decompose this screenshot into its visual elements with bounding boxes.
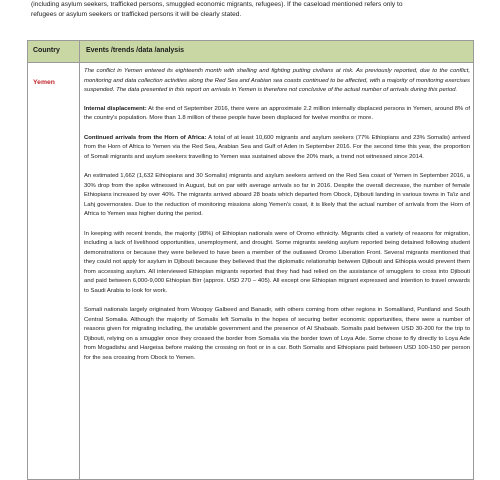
arrivals-paragraph	[84, 134, 470, 163]
header-country: Country	[33, 47, 60, 54]
intro-text	[31, 0, 471, 19]
events-cell	[84, 67, 470, 373]
events-table	[27, 40, 474, 480]
paragraph-text: At the end of September 2016, there were an approximate 2.2 million internally displaced persons in Yemen, around 8% of the country's population. More than 1.8 million of these people have been displaced for twelve months or more.	[84, 105, 470, 121]
paragraph-heading: Internal displacement:	[84, 105, 147, 112]
internal-displacement-paragraph	[84, 105, 470, 124]
somali-migrants-paragraph: Somali nationals largely originated from Wooqoy Galbeed and Banadir, with others coming from other regions in Somaliland, Puntland and South Central Somalia. Although the majority of Somalis left Somalia in the hopes of securing better economic opportunities, there were a number of reasons given for migrating including, the unstable government and the presence of Al Shabaab. Somalis paid between USD 30-200 for the trip to Djibouti, relying on a smuggler once they crossed the border from Somalia via the border town of Loya Ade. Some chose to fly directly to Loya Ade from Mogadishu and Hargeisa before making the crossing on foot or in a car. Both Somalis and Ethiopians paid between USD 100-150 per person for the sea crossing from Obock to Yemen.	[84, 307, 470, 361]
ethiopian-migrants-paragraph: In keeping with recent trends, the majority (98%) of Ethiopian nationals were of Oromo ethnicity. Migrants cited a variety of reasons for migration, including a lack of livelihood opportunities, unemployment, and drought. Some migrants seeking asylum reported being detained following student demonstrations or because they were believed to have been a member of the outlawed Oromo Liberation Front. Several migrants mentioned that they could not apply for asylum in Djibouti because they believed that the diplomatic relationship between Djibouti and Ethiopia would prevent them from accessing asylum. All interviewed Ethiopian migrants reported that they had had relied on the assistance of smugglers to cross into Djibouti and paid between 6,000-9,000 Ethiopian Birr (approx. USD 270 – 405). All except one Ethiopian migrant expressed and intention to travel onwards to Saudi Arabia to look for work.	[84, 230, 470, 294]
conflict-note: The conflict in Yemen entered its eighteenth month with shelling and fighting putting civilians at risk. As previously reported, due to the conflict, monitoring and data collection activities along the Red Sea and Arabian sea coasts continued to be affected, with a majority of monitoring exercises suspended. The data presented in this report on arrivals in Yemen is therefore not conclusive of the actual number of arrivals during this period.	[84, 68, 470, 93]
header-events: Events /trends /data /analysis	[86, 47, 185, 54]
paragraph-heading: Continued arrivals from the Horn of Africa:	[84, 134, 207, 141]
table-header	[28, 41, 473, 63]
red-sea-arrivals-paragraph: An estimated 1,662 (1,632 Ethiopians and 30 Somalis) migrants and asylum seekers arrived on the Red Sea coast of Yemen in September 2016, a 30% drop from the spike witnessed in August, but on par with average arrivals so far in 2016. Despite the overall decrease, the number of female Ethiopians increased by over 40%. The migrants arrived aboard 28 boats which departed from Obock, Djibouti landing in various towns in Ta'iz and Lahj governorates. Due to the reduction of monitoring missions along Yemen's coast, it is likely that the actual number of arrivals from the Horn of Africa to Yemen was higher during the period.	[84, 173, 470, 217]
paragraph-text: A total of at least 10,600 migrants and asylum seekers (77% Ethiopians and 23% Somalis) arrived from the Horn of Africa to Yemen via the Red Sea, Arabian Sea and Gulf of Aden in September 2016. For the second time this year, the proportion of Somali migrants and asylum seekers travelling to Yemen was sustained above the 20% mark, a trend not witnessed since 2014.	[84, 134, 470, 160]
column-divider	[79, 41, 80, 479]
country-cell: Yemen	[33, 79, 55, 86]
intro-line-1: (including asylum seekers, trafficked persons, smuggled economic migrants, refugees). If the caseload mentioned refers only to	[31, 1, 403, 8]
intro-line-2: refugees or asylum seekers or trafficked persons it will be clearly stated.	[31, 10, 242, 18]
